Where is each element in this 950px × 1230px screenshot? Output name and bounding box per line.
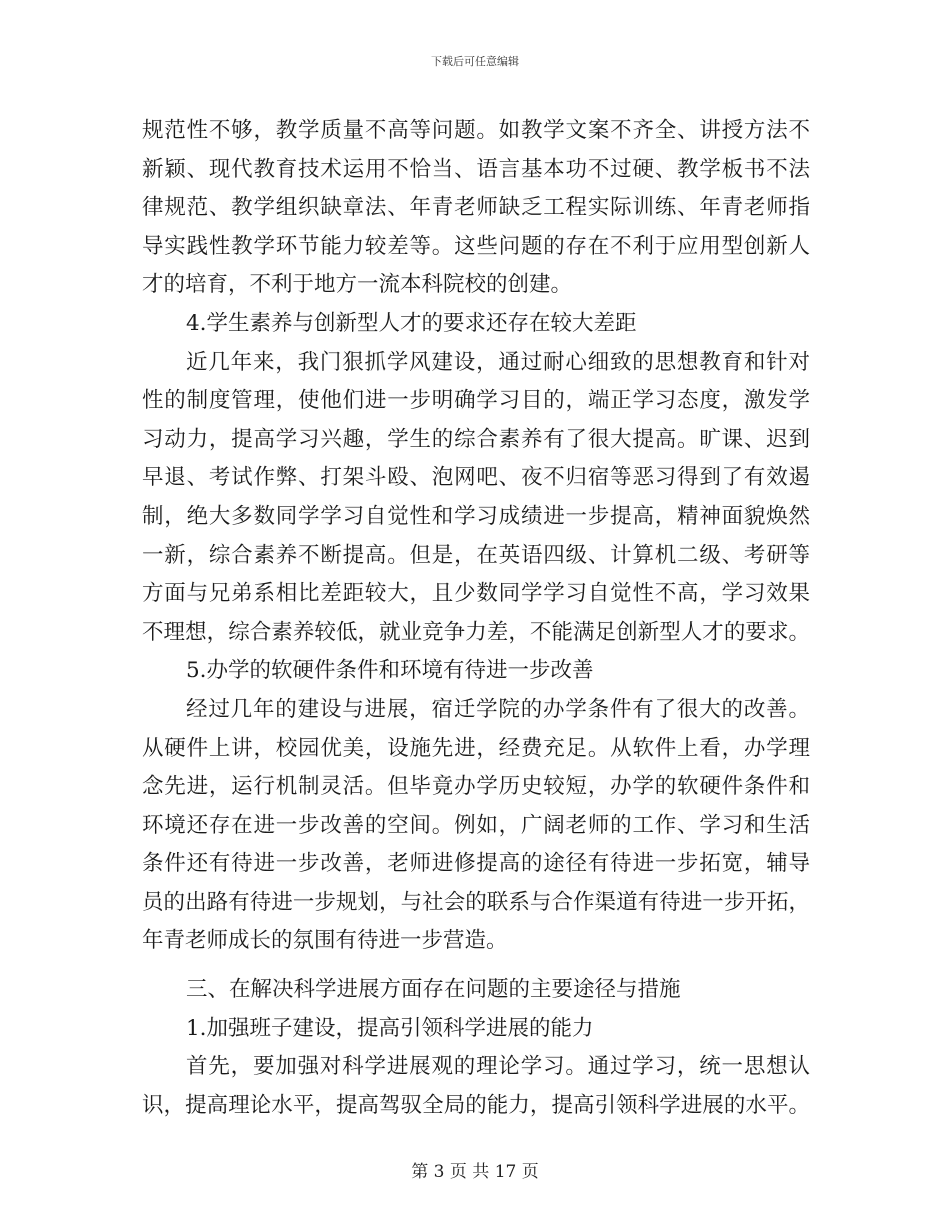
- body-line: 规范性不够，教学质量不高等问题。如教学文案不齐全、讲授方法不: [142, 118, 810, 143]
- chapter-heading: 三、在解决科学进展方面存在问题的主要途径与措施: [186, 977, 681, 1003]
- body-line: 导实践性教学环节能力较差等。这些问题的存在不利于应用型创新人: [142, 233, 810, 259]
- body-line: 早退、考试作弊、打架斗殴、泡网吧、夜不归宿等恶习得到了有效遏: [142, 465, 810, 491]
- body-line: 制，绝大多数同学学习自觉性和学习成绩进一步提高，精神面貌焕然: [142, 503, 810, 529]
- body-line: 不理想，综合素养较低，就业竞争力差，不能满足创新型人才的要求。: [142, 619, 810, 645]
- section-heading: 5.办学的软硬件条件和环境有待进一步改善: [186, 658, 594, 684]
- body-line: 近几年来，我门狠抓学风建设，通过耐心细致的思想教育和针对: [186, 349, 810, 375]
- section-heading: 4.学生素养与创新型人才的要求还存在较大差距: [186, 310, 637, 336]
- body-line: 经过几年的建设与进展，宿迁学院的办学条件有了很大的改善。: [186, 696, 810, 722]
- body-line: 方面与兄弟系相比差距较大，且少数同学学习自觉性不高，学习效果: [142, 581, 810, 607]
- page-footer: 第 3 页 共 17 页: [411, 1162, 539, 1182]
- page-header: 下载后可任意编辑: [431, 55, 519, 68]
- body-line: 性的制度管理，使他们进一步明确学习目的，端正学习态度，激发学: [142, 388, 810, 414]
- body-line: 一新，综合素养不断提高。但是，在英语四级、计算机二级、考研等: [142, 542, 810, 568]
- body-line: 员的出路有待进一步规划，与社会的联系与合作渠道有待进一步开拓，: [142, 889, 810, 915]
- body-line: 条件还有待进一步改善，老师进修提高的途径有待进一步拓宽，辅导: [142, 851, 810, 877]
- body-line: 新颖、现代教育技术运用不恰当、语言基本功不过硬、教学板书不法: [142, 156, 810, 182]
- body-line: 律规范、教学组织缺章法、年青老师缺乏工程实际训练、年青老师指: [142, 195, 810, 221]
- section-heading: 1.加强班子建设，提高引领科学进展的能力: [186, 1015, 594, 1041]
- body-line: 首先，要加强对科学进展观的理论学习。通过学习，统一思想认: [186, 1054, 810, 1080]
- document-body: [142, 112, 810, 1125]
- body-line: 念先进，运行机制灵活。但毕竟办学历史较短，办学的软硬件条件和: [142, 774, 810, 800]
- body-line: 从硬件上讲，校园优美，设施先进，经费充足。从软件上看，办学理: [142, 735, 810, 761]
- body-line: 年青老师成长的氛围有待进一步营造。: [142, 928, 508, 954]
- body-line: 习动力，提高学习兴趣，学生的综合素养有了很大提高。旷课、迟到: [142, 426, 810, 452]
- body-line: 环境还存在进一步改善的空间。例如，广阔老师的工作、学习和生活: [142, 812, 810, 838]
- body-line: 才的培育，不利于地方一流本科院校的创建。: [142, 272, 573, 298]
- body-line: 识，提高理论水平，提高驾驭全局的能力，提高引领科学进展的水平。: [142, 1092, 810, 1118]
